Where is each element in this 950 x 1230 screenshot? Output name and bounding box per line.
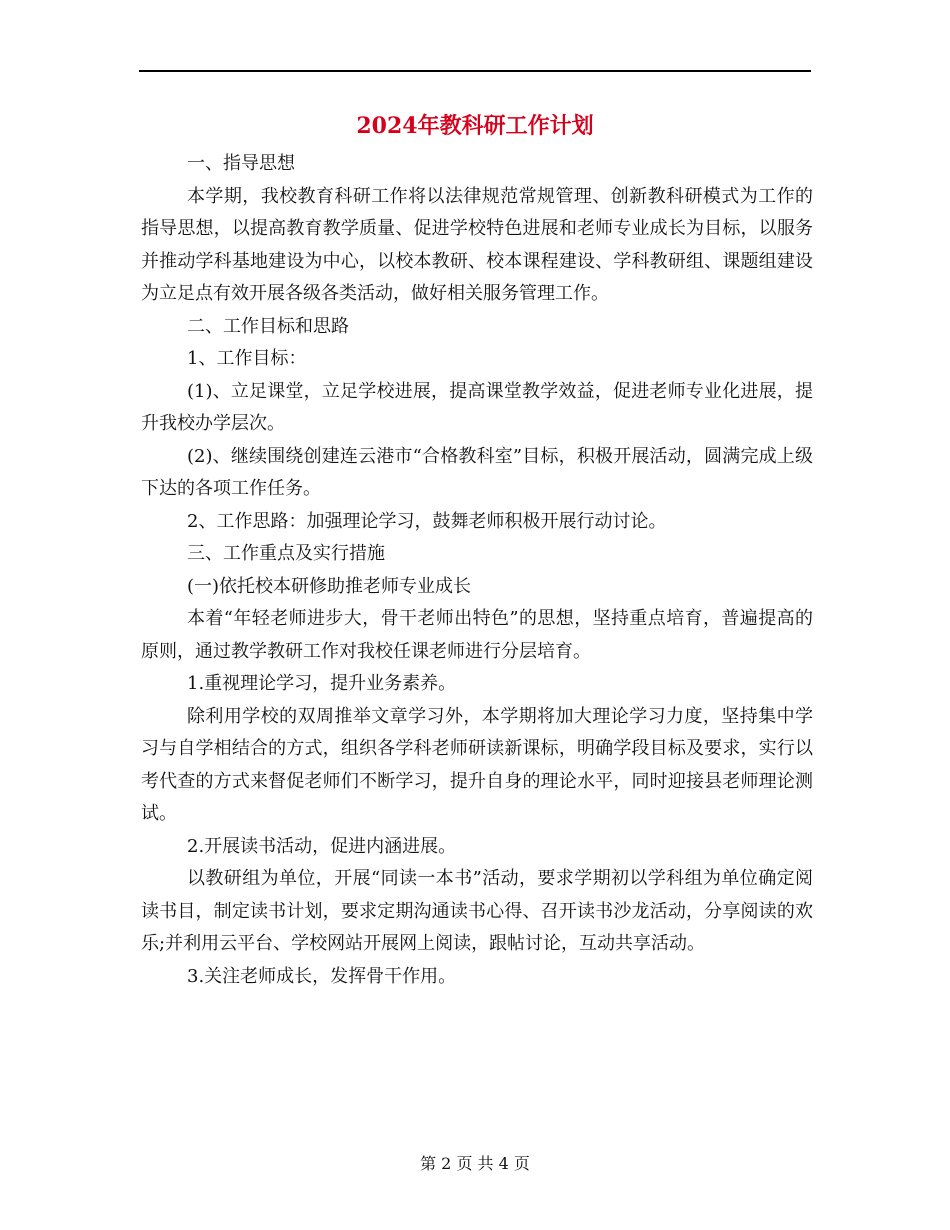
body-paragraph: 2、工作思路：加强理论学习，鼓舞老师积极开展行动讨论。 [187,510,667,532]
body-paragraph: (2)、继续围绕创建连云港市“合格教科室”目标，积极开展活动，圆满完成上级下达的各项工作任务。 [141,445,813,499]
section-heading-2: 二、工作目标和思路 [187,315,349,337]
subsection-heading: 1、工作目标： [187,348,307,369]
document-body [141,148,813,993]
body-paragraph: 除利用学校的双周推举文章学习外，本学期将加大理论学习力度，坚持集中学习与自学相结合的方式，组织各学科老师研读新课标，明确学段目标及要求，实行以考代查的方式来督促老师们不断学习，提升自身的理论水平，同时迎接县老师理论测试。 [141,705,813,824]
subsection-heading: (一)依托校本研修助推老师专业成长 [187,575,472,597]
document-title: 2024年教科研工作计划 [356,113,594,139]
body-paragraph: (1)、立足课堂，立足学校进展，提高课堂教学效益，促进老师专业化进展，提升我校办学层次。 [141,380,813,434]
body-paragraph: 本学期，我校教育科研工作将以法律规范常规管理、创新教科研模式为工作的指导思想，以提高教育教学质量、促进学校特色进展和老师专业成长为目标，以服务并推动学科基地建设为中心，以校本教研、校本课程建设、学科教研组、课题组建设为立足点有效开展各级各类活动，做好相关服务管理工作。 [141,185,813,304]
header-rule [139,70,811,72]
section-heading-3: 三、工作重点及实行措施 [187,543,385,564]
page-footer: 第 2 页 共 4 页 [420,1154,530,1173]
item-heading: 2.开展读书活动，促进内涵进展。 [187,835,457,857]
body-paragraph: 以教研组为单位，开展“同读一本书”活动，要求学期初以学科组为单位确定阅读书目，制定读书计划，要求定期沟通读书心得、召开读书沙龙活动，分享阅读的欢乐;并利用云平台、学校网站开展网上阅读，跟帖讨论，互动共享活动。 [141,868,813,954]
section-heading-1: 一、指导思想 [187,153,295,174]
body-paragraph: 本着“年轻老师进步大，骨干老师出特色”的思想，坚持重点培育，普遍提高的原则，通过教学教研工作对我校任课老师进行分层培育。 [141,608,813,662]
item-heading: 1.重视理论学习，提升业务素养。 [187,673,457,694]
item-heading: 3.关注老师成长，发挥骨干作用。 [187,965,457,987]
